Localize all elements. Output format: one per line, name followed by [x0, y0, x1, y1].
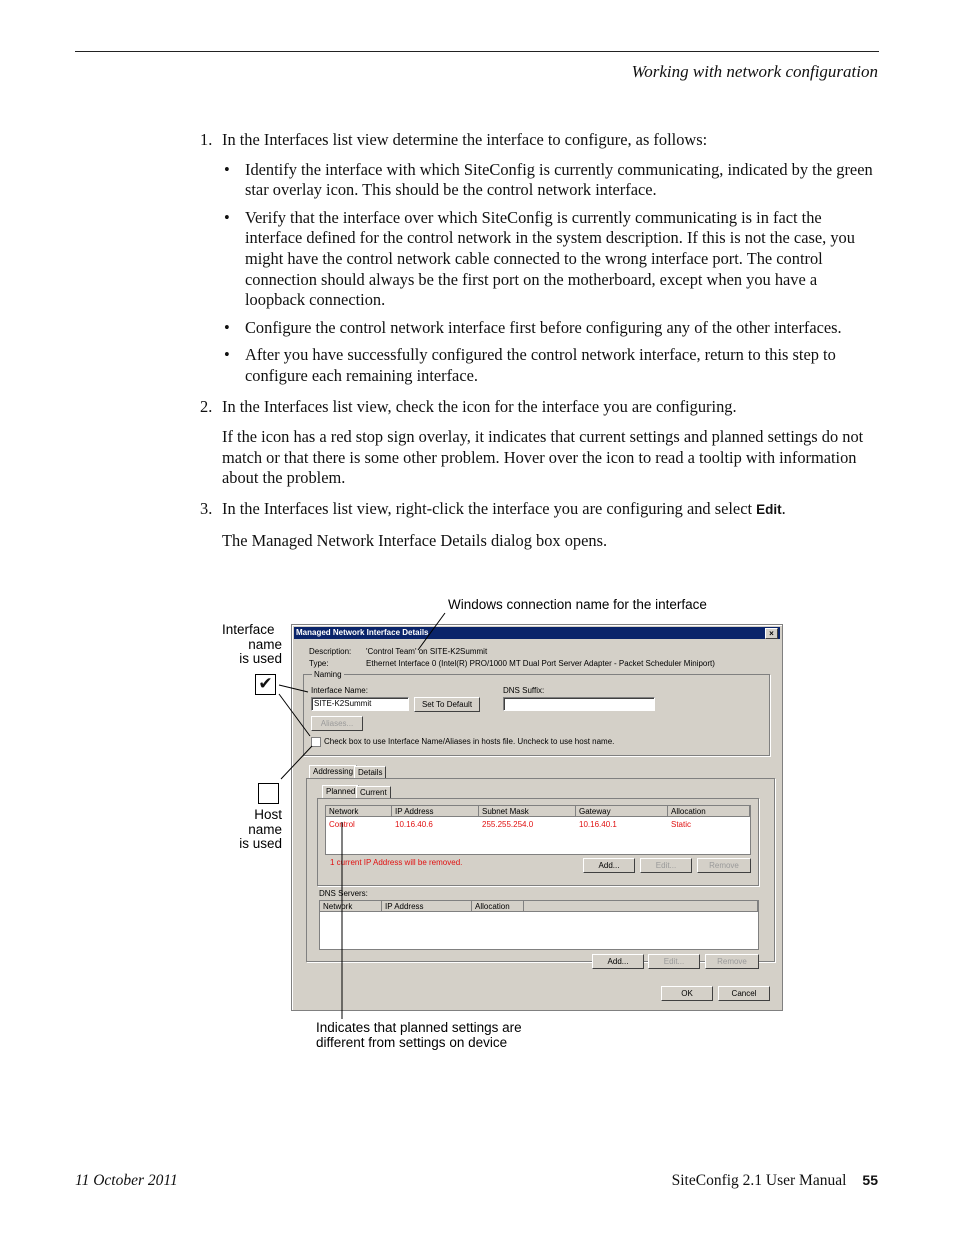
- aliases-button[interactable]: Aliases...: [311, 716, 363, 731]
- ok-button[interactable]: OK: [661, 986, 713, 1001]
- table-cell: Static: [671, 820, 692, 829]
- step-paragraph: The Managed Network Interface Details dialog box opens.: [222, 530, 608, 550]
- description-label: Description:: [309, 647, 352, 656]
- naming-label: Naming: [314, 670, 342, 679]
- bullet-item: • Identify the interface with which SiteConfig is currently communicating, indicated by the green star overlay icon. This should be the control network interface.: [224, 159, 873, 200]
- column-header[interactable]: Gateway: [576, 806, 668, 817]
- type-value: Ethernet Interface 0 (Intel(R) PRO/1000 MT Dual Port Server Adapter - Packet Scheduler Miniport): [366, 659, 715, 668]
- column-header[interactable]: Network: [326, 806, 392, 817]
- bullet-item: • Verify that the interface over which SiteConfig is currently communicating is in fact the interface defined for the control network in the system description. If this is not the case, you might have the control network cable connected to the wrong interface port. The control connection should always be the first port on the motherboard, except when you have a loopback connection.: [224, 207, 855, 310]
- step-number: 1.: [200, 130, 213, 149]
- description-value: 'Control Team' on SITE-K2Summit: [366, 647, 488, 656]
- edit-command: Edit: [756, 501, 782, 517]
- bullet-item: • After you have successfully configured the control network interface, return to this step to configure each remaining interface.: [224, 345, 836, 385]
- step-paragraph: If the icon has a red stop sign overlay, it indicates that current settings and planned settings do not match or that there is some other problem. Hover over the icon to read a tooltip with information about the problem.: [222, 427, 864, 488]
- checkbox-label: Check box to use Interface Name/Aliases in hosts file. Uncheck to use host name.: [324, 737, 615, 746]
- subtab-planned[interactable]: Planned: [322, 785, 359, 798]
- column-header[interactable]: Subnet Mask: [479, 806, 576, 817]
- edit-address-button[interactable]: Edit...: [640, 858, 692, 873]
- step-text: In the Interfaces list view determine the interface to configure, as follows:: [222, 130, 708, 149]
- step-number: 3.: [200, 498, 213, 518]
- callout-connection-name: Windows connection name for the interface: [448, 597, 707, 612]
- interface-name-input[interactable]: SITE-K2Summit: [311, 697, 409, 711]
- column-header[interactable]: Network: [320, 901, 382, 912]
- remove-address-button[interactable]: Remove: [697, 858, 751, 873]
- callout-interface-name: Interface name is used: [222, 622, 282, 666]
- tab-details[interactable]: Details: [354, 766, 386, 779]
- column-header[interactable]: Allocation: [668, 806, 750, 817]
- removal-warning: 1 current IP Address will be removed.: [330, 858, 463, 867]
- table-cell: Control: [329, 820, 355, 829]
- edit-dns-button[interactable]: Edit...: [648, 954, 700, 969]
- step-number: 2.: [200, 396, 213, 416]
- step-text: In the Interfaces list view, check the icon for the interface you are configuring.: [222, 396, 737, 416]
- column-header[interactable]: IP Address: [382, 901, 472, 912]
- table-cell: 10.16.40.1: [579, 820, 617, 829]
- callout-host-name: Host name is used: [239, 807, 282, 851]
- type-label: Type:: [309, 659, 329, 668]
- footer-date: 11 October 2011: [75, 1172, 178, 1189]
- add-address-button[interactable]: Add...: [583, 858, 635, 873]
- dns-suffix-label: DNS Suffix:: [503, 686, 545, 695]
- subtab-current[interactable]: Current: [356, 786, 391, 799]
- running-header: Working with network configuration: [631, 62, 878, 81]
- manual-title: SiteConfig 2.1 User Manual: [671, 1172, 847, 1189]
- column-header[interactable]: IP Address: [392, 806, 479, 817]
- table-cell: 255.255.254.0: [482, 820, 534, 829]
- set-to-default-button[interactable]: Set To Default: [414, 697, 480, 712]
- cancel-button[interactable]: Cancel: [718, 986, 770, 1001]
- remove-dns-button[interactable]: Remove: [705, 954, 759, 969]
- interface-name-label: Interface Name:: [311, 686, 368, 695]
- tab-addressing[interactable]: Addressing: [309, 765, 357, 778]
- bullet-item: • Configure the control network interface first before configuring any of the other interfaces.: [224, 317, 842, 337]
- step-text: In the Interfaces list view, right-click the interface you are configuring and select Edit.: [222, 498, 786, 518]
- dialog-title: Managed Network Interface Details: [296, 628, 429, 637]
- add-dns-button[interactable]: Add...: [592, 954, 644, 969]
- table-cell: 10.16.40.6: [395, 820, 433, 829]
- callout-planned-different: Indicates that planned settings are different from settings on device: [316, 1020, 522, 1050]
- column-header[interactable]: Allocation: [472, 901, 524, 912]
- close-button[interactable]: ×: [765, 628, 778, 639]
- dns-servers-label: DNS Servers:: [319, 889, 368, 898]
- checked-box-icon: ✔: [255, 674, 276, 695]
- page-number: 55: [862, 1172, 878, 1188]
- footer-manual: [672, 1172, 878, 1190]
